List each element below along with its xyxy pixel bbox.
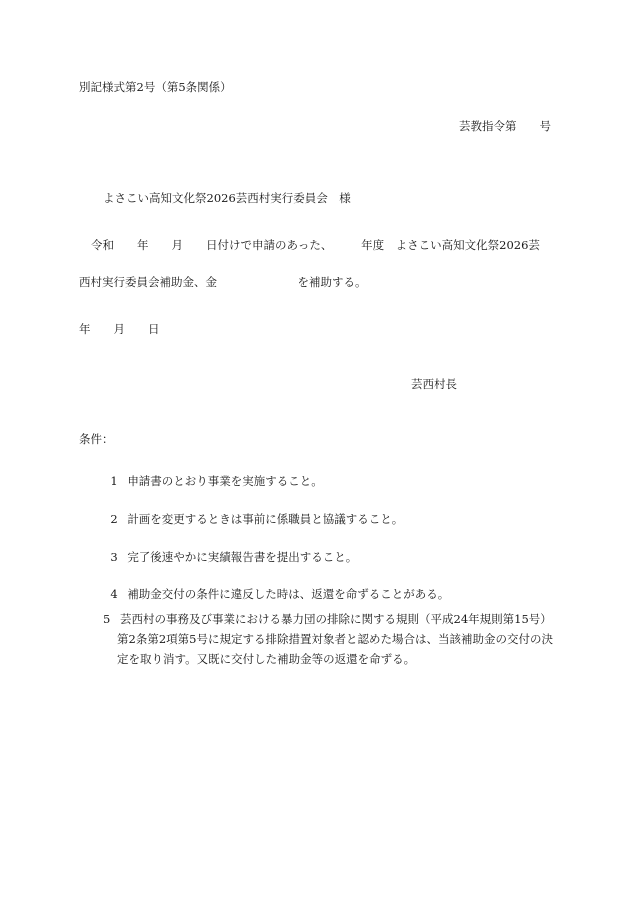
condition-number: 3 — [110, 549, 118, 564]
condition-text: 申請書のとおり事業を実施すること。 — [127, 473, 323, 488]
form-title: 別記様式第2号（第5条関係） — [79, 80, 232, 94]
condition-text: 完了後速やかに実績報告書を提出すること。 — [127, 549, 358, 564]
document-number: 芸教指令第 号 — [459, 119, 551, 133]
condition-item-4 — [103, 577, 449, 600]
condition-number: 5 — [103, 612, 111, 626]
condition-number: 2 — [110, 511, 118, 526]
addressee: よさこい高知文化祭2026芸西村実行委員会 様 — [103, 191, 351, 205]
condition-item-5 — [103, 609, 563, 669]
condition-number: 1 — [110, 473, 118, 488]
issuer: 芸西村長 — [411, 377, 457, 391]
condition-number: 4 — [110, 586, 118, 601]
condition-text-continued-1: 第2条第2項第5号に規定する排除措置対象者と認めた場合は、当該補助金の交付の決 — [117, 632, 553, 646]
conditions-heading: 条件： — [79, 432, 114, 446]
condition-text: 補助金交付の条件に違反した時は、返還を命ずることがある。 — [127, 586, 450, 601]
condition-item-2 — [103, 502, 403, 525]
date-line: 年 月 日 — [79, 322, 160, 336]
condition-text-continued-2: 定を取り消す。又既に交付した補助金等の返還を命ずる。 — [117, 652, 416, 666]
condition-text: 計画を変更するときは事前に係職員と協議すること。 — [127, 511, 404, 526]
body-line-1: 令和 年 月 日付けで申請のあった、 年度 よさこい高知文化祭2026芸 — [91, 238, 540, 252]
condition-text: 芸西村の事務及び事業における暴力団の排除に関する規則（平成24年規則第15号） — [120, 612, 552, 626]
body-line-2: 西村実行委員会補助金、金 を補助する。 — [79, 275, 367, 289]
condition-item-3 — [103, 540, 357, 563]
condition-item-1 — [103, 464, 323, 487]
